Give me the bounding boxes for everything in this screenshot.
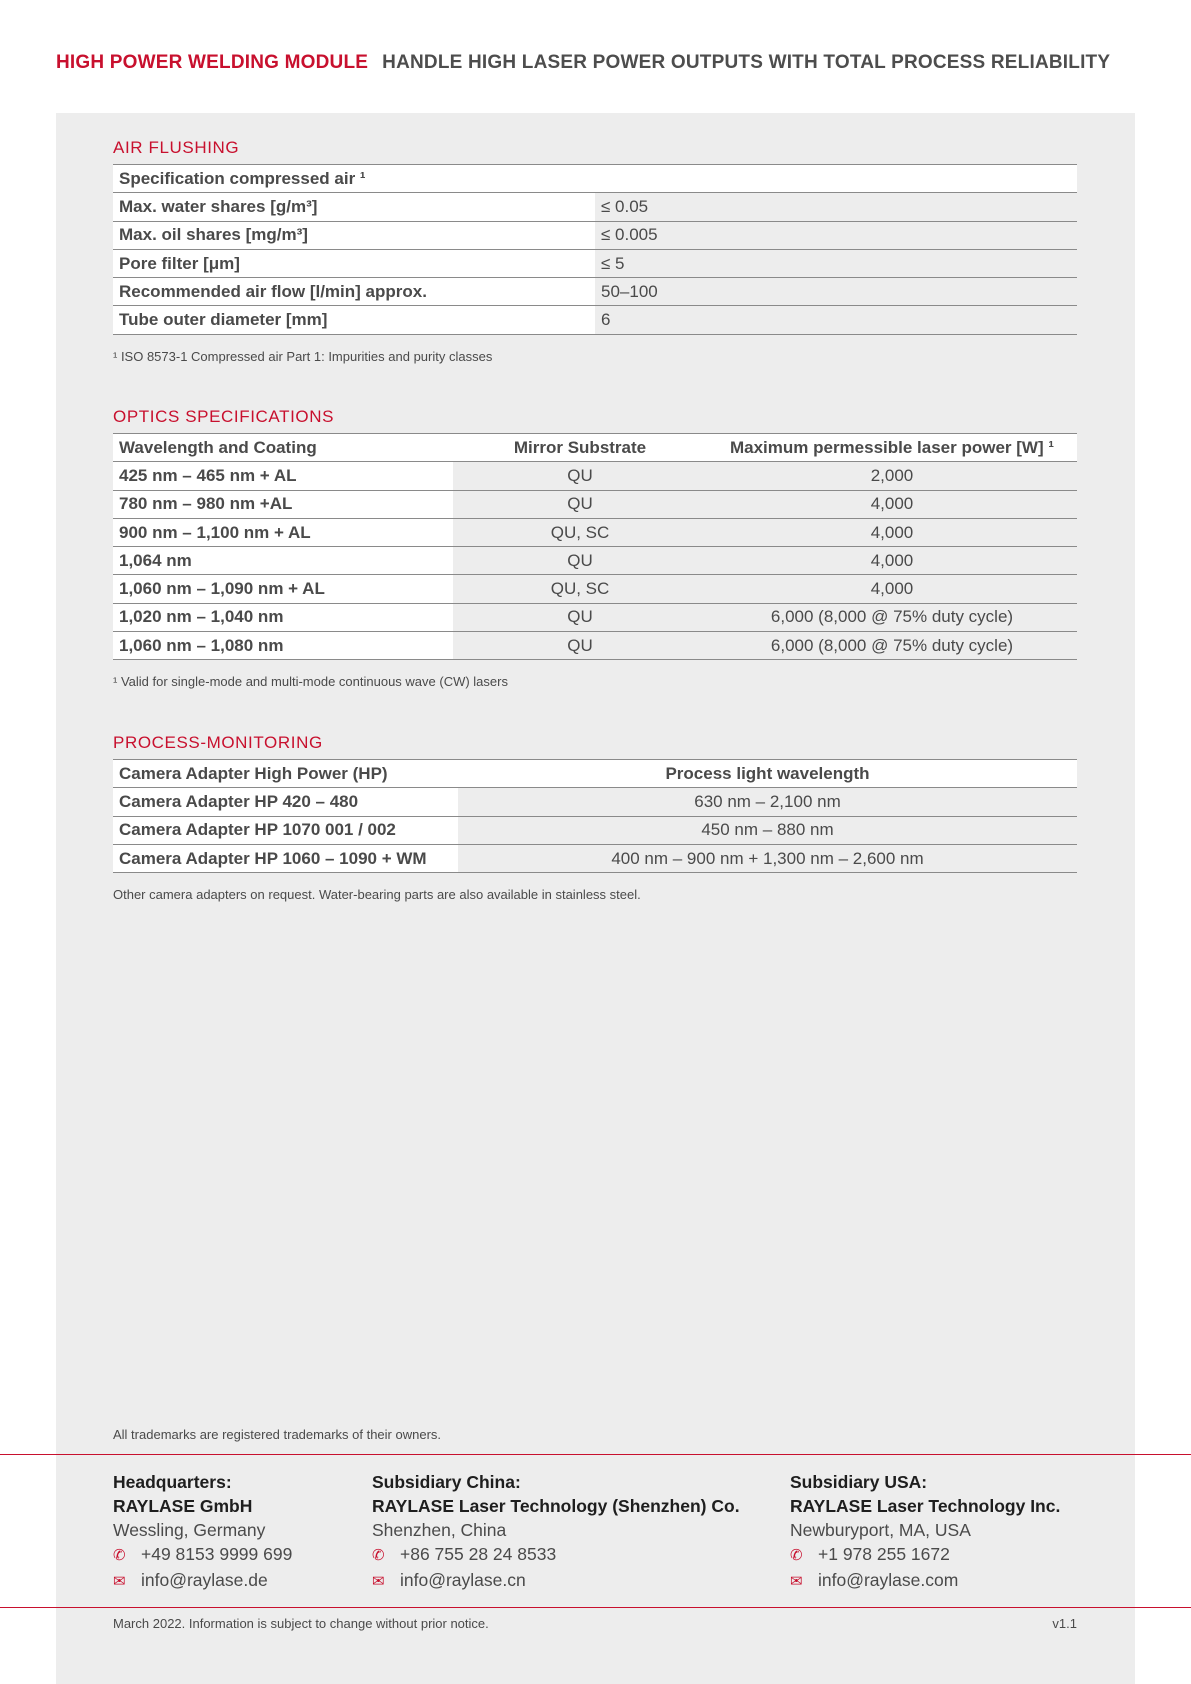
contact-company: RAYLASE GmbH xyxy=(113,1496,253,1516)
phone-icon: ✆ xyxy=(113,1547,126,1564)
version-label: v1.1 xyxy=(1052,1616,1077,1631)
table-row xyxy=(113,165,1077,193)
row-value: 2,000 xyxy=(707,462,1077,490)
air-flushing-table xyxy=(113,164,1077,335)
air-flushing-footnote: ¹ ISO 8573-1 Compressed air Part 1: Impurities and purity classes xyxy=(113,348,493,364)
table-header-row xyxy=(113,760,1077,788)
contact-phone xyxy=(790,1542,1060,1568)
column-header: Wavelength and Coating xyxy=(113,434,453,462)
row-value: 630 nm – 2,100 nm xyxy=(458,788,1077,816)
phone-number[interactable]: +86 755 28 24 8533 xyxy=(400,1544,557,1564)
contact-phone xyxy=(113,1542,292,1568)
row-label: 1,060 nm – 1,090 nm + AL xyxy=(113,575,453,603)
table-header-row xyxy=(113,434,1077,462)
table-row xyxy=(113,844,1077,872)
row-value: QU, SC xyxy=(453,518,707,546)
envelope-icon: ✉ xyxy=(113,1573,126,1590)
table-row xyxy=(113,788,1077,816)
row-value: 400 nm – 900 nm + 1,300 nm – 2,600 nm xyxy=(458,844,1077,872)
process-monitoring-title: PROCESS-MONITORING xyxy=(113,733,323,752)
column-header: Process light wavelength xyxy=(458,760,1077,788)
table-row xyxy=(113,278,1077,306)
air-flushing-title: AIR FLUSHING xyxy=(113,138,240,157)
contact-company: RAYLASE Laser Technology (Shenzhen) Co. xyxy=(372,1496,740,1516)
row-label: Max. water shares [g/m³] xyxy=(113,193,595,221)
envelope-icon: ✉ xyxy=(372,1573,385,1590)
row-label: Camera Adapter HP 1060 – 1090 + WM xyxy=(113,844,458,872)
phone-number[interactable]: +1 978 255 1672 xyxy=(818,1544,950,1564)
row-value: QU xyxy=(453,490,707,518)
contact-heading: Subsidiary China: xyxy=(372,1472,521,1492)
table-row xyxy=(113,632,1077,660)
contact-company: RAYLASE Laser Technology Inc. xyxy=(790,1496,1061,1516)
contact-location: Shenzhen, China xyxy=(372,1520,507,1540)
optics-title: OPTICS SPECIFICATIONS xyxy=(113,407,335,426)
column-header: Mirror Substrate xyxy=(453,434,707,462)
row-value: QU xyxy=(453,547,707,575)
contact-location: Newburyport, MA, USA xyxy=(790,1520,971,1540)
row-value: 4,000 xyxy=(707,575,1077,603)
table-row xyxy=(113,221,1077,249)
row-value: QU, SC xyxy=(453,575,707,603)
contact-email xyxy=(790,1568,1060,1594)
row-label: Max. oil shares [mg/m³] xyxy=(113,221,595,249)
row-value: QU xyxy=(453,462,707,490)
table-row xyxy=(113,462,1077,490)
row-value: 4,000 xyxy=(707,547,1077,575)
row-value: 450 nm – 880 nm xyxy=(458,816,1077,844)
product-title: HIGH POWER WELDING MODULE xyxy=(56,52,369,73)
contact-heading: Headquarters: xyxy=(113,1472,232,1492)
column-header: Camera Adapter High Power (HP) xyxy=(113,760,458,788)
row-label: 780 nm – 980 nm +AL xyxy=(113,490,453,518)
table-row xyxy=(113,249,1077,277)
footer-top-rule xyxy=(0,1454,1191,1455)
contact-heading: Subsidiary USA: xyxy=(790,1472,928,1492)
table-row xyxy=(113,575,1077,603)
table-row xyxy=(113,547,1077,575)
table-header-cell: Specification compressed air ¹ xyxy=(113,165,1077,193)
process-monitoring-footnote: Other camera adapters on request. Water-bearing parts are also available in stainless steel. xyxy=(113,887,641,903)
row-value: 6 xyxy=(595,306,1077,334)
optics-footnote: ¹ Valid for single-mode and multi-mode continuous wave (CW) lasers xyxy=(113,674,508,690)
table-row xyxy=(113,193,1077,221)
column-header: Maximum permessible laser power [W] ¹ xyxy=(707,434,1077,462)
product-tagline: HANDLE HIGH LASER POWER OUTPUTS WITH TOTAL PROCESS RELIABILITY xyxy=(382,52,1111,73)
row-label: Camera Adapter HP 420 – 480 xyxy=(113,788,458,816)
table-row xyxy=(113,490,1077,518)
contact-email xyxy=(372,1568,740,1594)
row-label: 900 nm – 1,100 nm + AL xyxy=(113,518,453,546)
phone-icon: ✆ xyxy=(790,1547,803,1564)
row-value: 4,000 xyxy=(707,490,1077,518)
contact-location: Wessling, Germany xyxy=(113,1520,266,1540)
table-row xyxy=(113,306,1077,334)
table-row xyxy=(113,816,1077,844)
row-value: QU xyxy=(453,632,707,660)
row-label: Recommended air flow [l/min] approx. xyxy=(113,278,595,306)
row-label: 1,060 nm – 1,080 nm xyxy=(113,632,453,660)
row-value: ≤ 0.005 xyxy=(595,221,1077,249)
process-monitoring-table xyxy=(113,759,1077,873)
envelope-icon: ✉ xyxy=(790,1573,803,1590)
row-label: 425 nm – 465 nm + AL xyxy=(113,462,453,490)
row-value: 50–100 xyxy=(595,278,1077,306)
page-header xyxy=(56,52,1110,74)
row-value: 6,000 (8,000 @ 75% duty cycle) xyxy=(707,632,1077,660)
table-row xyxy=(113,603,1077,631)
phone-icon: ✆ xyxy=(372,1547,385,1564)
row-value: ≤ 0.05 xyxy=(595,193,1077,221)
optics-table xyxy=(113,433,1077,660)
row-label: Camera Adapter HP 1070 001 / 002 xyxy=(113,816,458,844)
row-value: 4,000 xyxy=(707,518,1077,546)
row-value: ≤ 5 xyxy=(595,249,1077,277)
trademark-note: All trademarks are registered trademarks of their owners. xyxy=(113,1427,442,1442)
air-flushing-section xyxy=(113,138,1077,364)
email-link[interactable]: info@raylase.cn xyxy=(400,1570,526,1590)
process-monitoring-section xyxy=(113,733,1077,902)
table-row xyxy=(113,518,1077,546)
footer-bottom-rule xyxy=(0,1607,1191,1608)
email-link[interactable]: info@raylase.de xyxy=(141,1570,268,1590)
contact-china xyxy=(372,1470,740,1594)
row-label: Tube outer diameter [mm] xyxy=(113,306,595,334)
email-link[interactable]: info@raylase.com xyxy=(818,1570,959,1590)
row-value: QU xyxy=(453,603,707,631)
contact-headquarters xyxy=(113,1470,292,1594)
contact-phone xyxy=(372,1542,740,1568)
row-label: 1,064 nm xyxy=(113,547,453,575)
contact-email xyxy=(113,1568,292,1594)
disclaimer-note: March 2022. Information is subject to change without prior notice. xyxy=(113,1616,489,1631)
contact-usa xyxy=(790,1470,1060,1594)
row-label: Pore filter [μm] xyxy=(113,249,595,277)
phone-number[interactable]: +49 8153 9999 699 xyxy=(141,1544,293,1564)
row-value: 6,000 (8,000 @ 75% duty cycle) xyxy=(707,603,1077,631)
row-label: 1,020 nm – 1,040 nm xyxy=(113,603,453,631)
optics-section xyxy=(113,407,1077,689)
